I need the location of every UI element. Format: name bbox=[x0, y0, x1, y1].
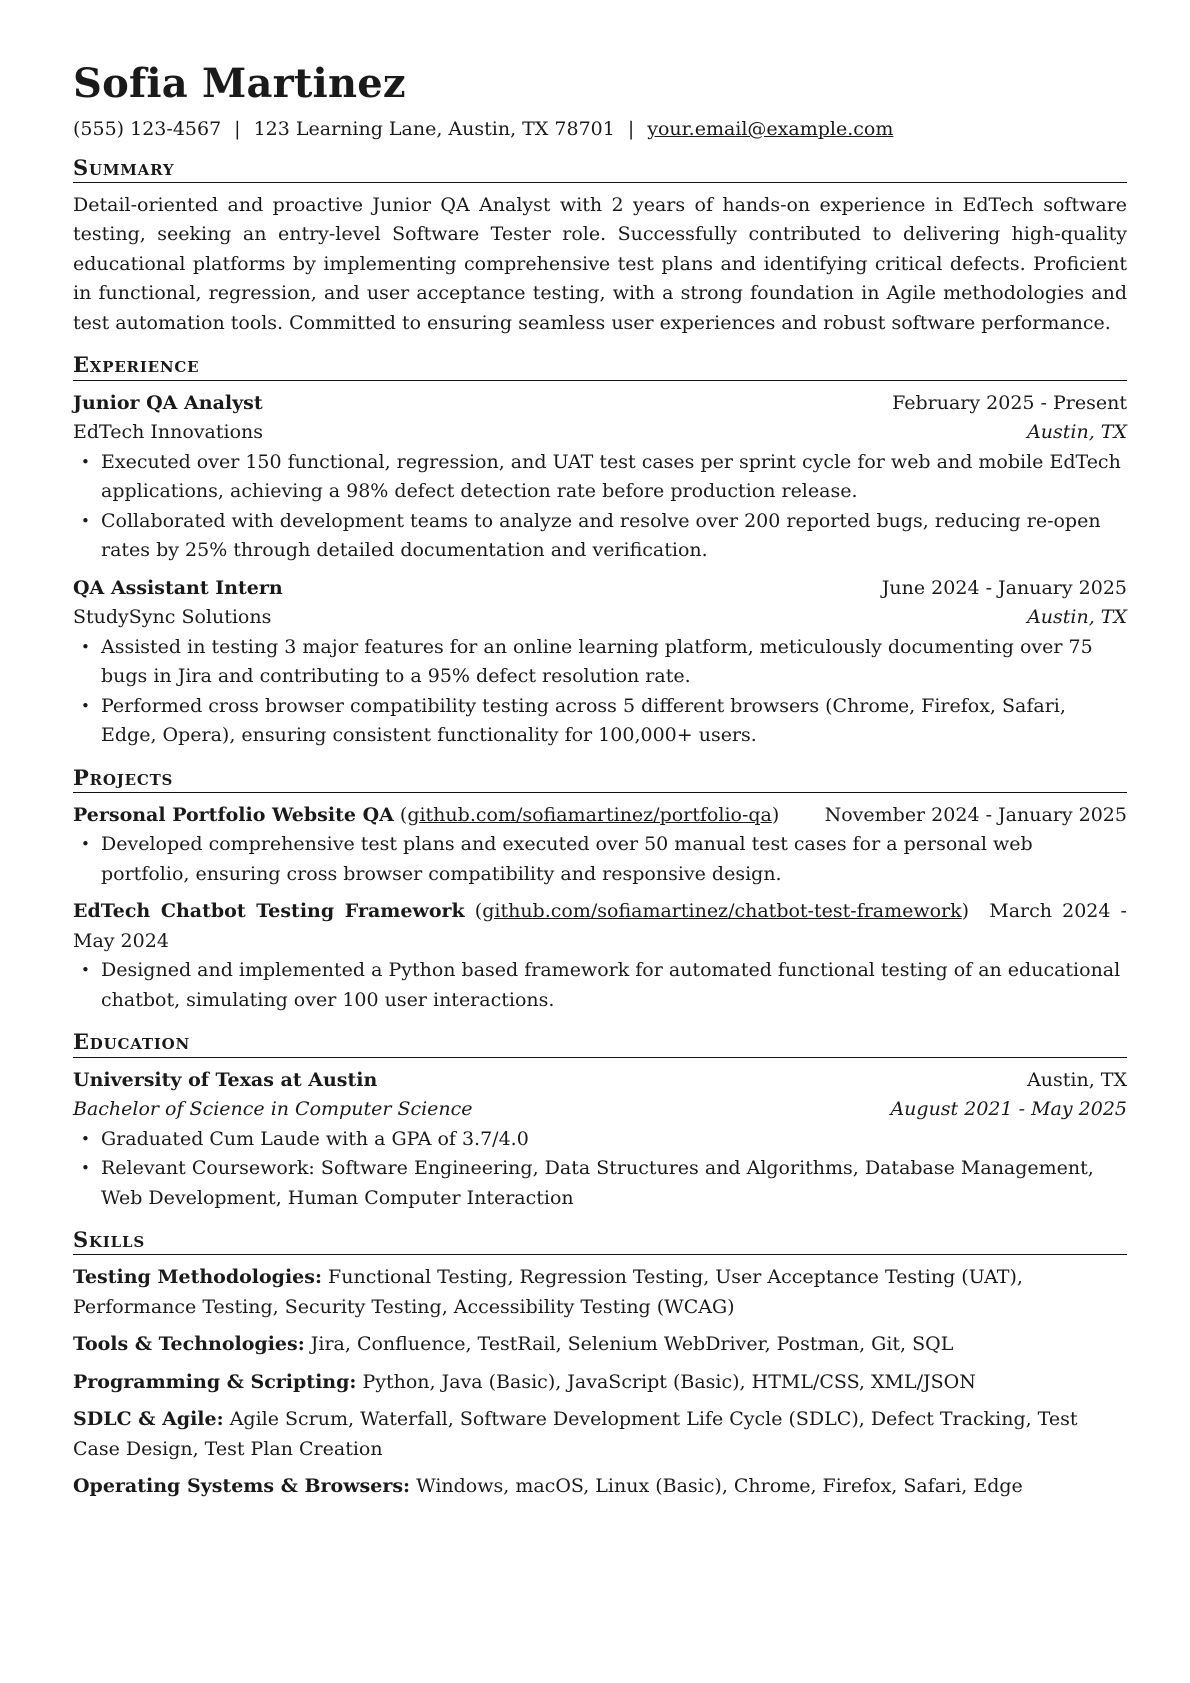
skill-label: Tools & Technologies: bbox=[73, 1333, 305, 1356]
project-dates: November 2024 - January 2025 bbox=[824, 803, 1127, 826]
skill-label: SDLC & Agile: bbox=[73, 1408, 224, 1431]
list-item: • Developed comprehensive test plans and executed over 50 manual test cases for a personal web portfolio, ensuring cross browser compatibility and responsive design. bbox=[73, 830, 1127, 889]
phone-number: (555) 123-4567 bbox=[73, 118, 222, 140]
section-title-experience: Experience bbox=[73, 352, 1127, 380]
job-bullets bbox=[73, 448, 1127, 566]
skill-value: Agile Scrum, Waterfall, Software Development Life Cycle (SDLC), Defect Tracking, Test Case Design, Test Plan Creation bbox=[73, 1408, 1078, 1460]
resume-page bbox=[73, 58, 1127, 1502]
project-header-row: Personal Portfolio Website QA (github.com/sofiamartinez/portfolio-qa) November 2024 - January 2025 bbox=[73, 801, 1127, 831]
experience-section bbox=[73, 352, 1127, 750]
skill-line bbox=[73, 1330, 1127, 1360]
job-company: StudySync Solutions bbox=[73, 606, 272, 629]
email-link[interactable]: your.email@example.com bbox=[647, 118, 894, 140]
job-dates: June 2024 - January 2025 bbox=[881, 576, 1127, 599]
project-header-line: EdTech Chatbot Testing Framework (github.com/sofiamartinez/chatbot-test-framework) March 2024 - May 2024 bbox=[73, 900, 1127, 952]
candidate-name: Sofia Martinez bbox=[73, 60, 406, 107]
contact-separator: | bbox=[627, 118, 635, 140]
skill-value: Python, Java (Basic), JavaScript (Basic), HTML/CSS, XML/JSON bbox=[362, 1370, 976, 1393]
skill-label: Operating Systems & Browsers: bbox=[73, 1475, 411, 1498]
school-name: University of Texas at Austin bbox=[73, 1068, 378, 1091]
job-header-row bbox=[73, 574, 1127, 604]
list-item: • Graduated Cum Laude with a GPA of 3.7/4.0 bbox=[73, 1125, 1127, 1155]
project-entry bbox=[73, 897, 1127, 1015]
list-item: • Collaborated with development teams to analyze and resolve over 200 reported bugs, reducing re-open rates by 25% through detailed documentation and verification. bbox=[73, 507, 1127, 566]
address: 123 Learning Lane, Austin, TX 78701 bbox=[253, 118, 615, 140]
list-item: • Relevant Coursework: Software Engineering, Data Structures and Algorithms, Database Management, Web Development, Human Computer Interaction bbox=[73, 1154, 1127, 1213]
job-company-row bbox=[73, 418, 1127, 448]
job-role: Junior QA Analyst bbox=[73, 391, 263, 414]
list-item: • Assisted in testing 3 major features for an online learning platform, meticulously documenting over 75 bugs in Jira and contributing to a 95% defect resolution rate. bbox=[73, 633, 1127, 692]
skills-section bbox=[73, 1227, 1127, 1502]
project-dates: March 2024 - May 2024 bbox=[73, 900, 1127, 952]
section-title-summary: Summary bbox=[73, 155, 1127, 183]
skill-label: Testing Methodologies: bbox=[73, 1266, 322, 1289]
skill-label: Programming & Scripting: bbox=[73, 1370, 357, 1393]
project-name: EdTech Chatbot Testing Framework bbox=[73, 900, 465, 923]
job-company-row bbox=[73, 603, 1127, 633]
project-entry bbox=[73, 801, 1127, 890]
list-item: • Executed over 150 functional, regression, and UAT test cases per sprint cycle for web and mobile EdTech applications, achieving a 98% defect detection rate before production release. bbox=[73, 448, 1127, 507]
skill-value: Functional Testing, Regression Testing, User Acceptance Testing (UAT), Performance Testing, Security Testing, Accessibility Testing (WCAG) bbox=[73, 1266, 1023, 1318]
list-item: • Performed cross browser compatibility testing across 5 different browsers (Chrome, Firefox, Safari, Edge, Opera), ensuring consistent functionality for 100,000+ users. bbox=[73, 692, 1127, 751]
project-bullets bbox=[73, 830, 1127, 889]
section-title-education: Education bbox=[73, 1029, 1127, 1057]
skill-line bbox=[73, 1263, 1127, 1322]
contact-line bbox=[73, 118, 1127, 141]
project-link[interactable]: github.com/sofiamartinez/chatbot-test-framework bbox=[482, 900, 962, 923]
job-bullets bbox=[73, 633, 1127, 751]
section-title-skills: Skills bbox=[73, 1227, 1127, 1255]
contact-separator: | bbox=[234, 118, 241, 140]
section-title-projects: Projects bbox=[73, 765, 1127, 793]
job-location: Austin, TX bbox=[1027, 606, 1127, 629]
education-dates: August 2021 - May 2025 bbox=[890, 1098, 1127, 1121]
job-company: EdTech Innovations bbox=[73, 421, 264, 444]
job-entry bbox=[73, 574, 1127, 751]
education-section bbox=[73, 1029, 1127, 1213]
summary-section bbox=[73, 155, 1127, 339]
job-entry bbox=[73, 389, 1127, 566]
summary-text: Detail-oriented and proactive Junior QA Analyst with 2 years of hands-on experience in EdTech software testing, seeking an entry-level Software Tester role. Successfully contributed to delivering high-quality educational platforms by implementing comprehensive test plans and identifying critical defects. Proficient in functional, regression, and user acceptance testing, with a strong foundation in Agile methodologies and test automation tools. Committed to ensuring seamless user experiences and robust software performance. bbox=[73, 193, 1127, 334]
degree-row bbox=[73, 1095, 1127, 1125]
school-row bbox=[73, 1066, 1127, 1096]
education-bullets bbox=[73, 1125, 1127, 1214]
job-header-row bbox=[73, 389, 1127, 419]
skill-value: Jira, Confluence, TestRail, Selenium WebDriver, Postman, Git, SQL bbox=[310, 1333, 954, 1356]
job-location: Austin, TX bbox=[1027, 421, 1127, 444]
education-entry bbox=[73, 1066, 1127, 1214]
list-item: • Designed and implemented a Python based framework for automated functional testing of an educational chatbot, simulating over 100 user interactions. bbox=[73, 956, 1127, 1015]
degree: Bachelor of Science in Computer Science bbox=[73, 1098, 473, 1121]
job-role: QA Assistant Intern bbox=[73, 576, 283, 599]
project-bullets bbox=[73, 956, 1127, 1015]
projects-section bbox=[73, 765, 1127, 1016]
skill-line bbox=[73, 1405, 1127, 1464]
project-name: Personal Portfolio Website QA bbox=[73, 803, 394, 826]
job-dates: February 2025 - Present bbox=[892, 391, 1127, 414]
skill-line bbox=[73, 1368, 1127, 1398]
school-location: Austin, TX bbox=[1027, 1068, 1127, 1091]
project-link[interactable]: github.com/sofiamartinez/portfolio-qa bbox=[407, 803, 772, 826]
skill-line bbox=[73, 1472, 1127, 1502]
skill-value: Windows, macOS, Linux (Basic), Chrome, Firefox, Safari, Edge bbox=[416, 1475, 1023, 1498]
